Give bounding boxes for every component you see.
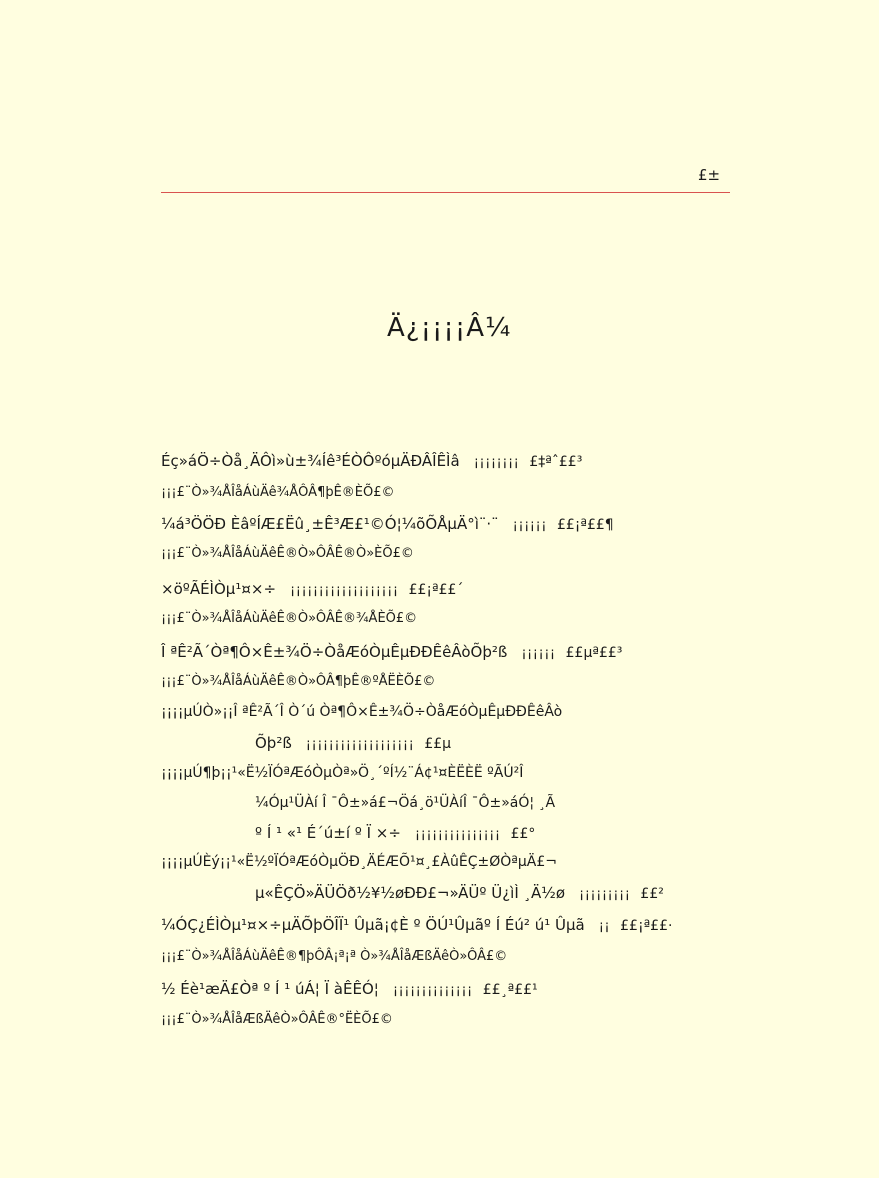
toc-leader-dots: ¡¡¡¡¡¡¡¡¡¡¡¡¡¡¡¡¡¡¡ bbox=[305, 737, 415, 752]
toc-page-ref: ££¡ª££· bbox=[620, 918, 673, 934]
toc-line-text: Õþ²ß bbox=[255, 734, 292, 752]
toc-title: Ä¿¡¡¡¡Â¼ bbox=[387, 313, 512, 343]
toc-line bbox=[161, 765, 523, 781]
page-number: £± bbox=[698, 166, 721, 184]
toc-line-text: ¡¡¡£¨Ò»¾ÅÎåÁùÄêÊ®¶þÔÂ¡ª¡ª Ò»¾ÅÎåÆßÄêÒ»ÔÂ£© bbox=[161, 949, 508, 964]
toc-line-text: º Í ¹ «¹ É´ú±í º Ï ×÷ bbox=[255, 824, 401, 842]
toc-line-text: ¡¡¡£¨Ò»¾ÅÎåÁùÄê¾ÅÔÂ¶þÊ®ÈÕ£© bbox=[161, 485, 395, 500]
toc-line bbox=[161, 643, 622, 661]
toc-line-text: ¡¡¡£¨Ò»¾ÅÎåÁùÄêÊ®Ò»ÔÂ¶þÊ®ºÅËÈÕ£© bbox=[161, 674, 436, 689]
toc-line-text: ¡¡¡£¨Ò»¾ÅÎåÆßÄêÒ»ÔÂÊ®°ËÈÕ£© bbox=[161, 1012, 393, 1027]
header-rule bbox=[161, 192, 730, 193]
toc-line bbox=[161, 515, 614, 533]
toc-page-ref: £‡ªˆ££³ bbox=[529, 454, 583, 470]
toc-line bbox=[161, 485, 395, 500]
toc-line bbox=[161, 704, 562, 720]
toc-line-text: ¡¡¡¡µÚ¶þ¡¡¹«Ë½ÏÓªÆóÒµÒª»Ö¸´ºÍ½¨Á¢¹¤ÈËÈË ºÃÚ²Î bbox=[161, 765, 524, 781]
toc-leader-dots: ¡¡¡¡¡¡ bbox=[512, 518, 547, 533]
toc-leader-dots: ¡¡ bbox=[598, 919, 611, 934]
toc-line-text: ×öºÃÉÌÒµ¹¤×÷ bbox=[161, 580, 277, 598]
toc-line bbox=[161, 949, 507, 964]
toc-page-ref: ££¡ª££´ bbox=[408, 582, 464, 598]
toc-line-text: µ«ÊÇÖ»ÄÜÖð½¥½øÐÐ£¬»ÄÜº Ü¿ìÌ ¸Ä½ø bbox=[255, 884, 565, 902]
toc-line bbox=[255, 884, 664, 902]
toc-line bbox=[255, 824, 535, 842]
toc-line bbox=[161, 580, 463, 598]
toc-leader-dots: ¡¡¡¡¡¡¡¡¡¡¡¡¡¡ bbox=[392, 983, 473, 998]
toc-leader-dots: ¡¡¡¡¡¡¡¡ bbox=[473, 455, 520, 470]
toc-line-text: Éç»áÖ÷Òå¸ÄÔì»ù±¾Íê³ÉÒÔºóµÄÐÂÎÊÌâ bbox=[161, 452, 460, 470]
toc-line-text: ¡¡¡£¨Ò»¾ÅÎåÁùÄêÊ®Ò»ÔÂÊ®Ò»ÈÕ£© bbox=[161, 546, 414, 561]
toc-line bbox=[255, 795, 555, 811]
toc-line-text: ¡¡¡¡µÚÈý¡¡¹«Ë½ºÏÓªÆóÒµÖÐ¸ÄÉÆÕ¹¤¸£ÀûÊÇ±ØÒªµÄ£¬ bbox=[161, 854, 557, 870]
toc-leader-dots: ¡¡¡¡¡¡ bbox=[521, 646, 556, 661]
toc-page-ref: ££µ bbox=[424, 736, 452, 752]
toc-page-ref: ££¡ª££¶ bbox=[556, 517, 614, 533]
toc-page-ref: ££µª££³ bbox=[565, 645, 623, 661]
toc-line bbox=[161, 916, 672, 934]
toc-line bbox=[161, 546, 414, 561]
toc-leader-dots: ¡¡¡¡¡¡¡¡¡¡¡¡¡¡¡¡¡¡¡ bbox=[290, 583, 399, 598]
toc-line bbox=[255, 734, 451, 752]
toc-line-text: Î ªÊ²Ã´Òª¶Ô×Ê±¾Ö÷ÒåÆóÒµÊµÐÐÊêÂòÕþ²ß bbox=[161, 643, 508, 661]
toc-line-text: ¡¡¡£¨Ò»¾ÅÎåÁùÄêÊ®Ò»ÔÂÊ®¾ÅÈÕ£© bbox=[161, 611, 418, 626]
toc-line bbox=[161, 854, 557, 870]
toc-line bbox=[161, 980, 538, 998]
toc-line-text: ¼Óµ¹ÜÀí Î ¯Ô±»á£¬Öá¸ö¹ÜÀíÎ ¯Ô±»áÓ¦ ¸Ã bbox=[255, 795, 556, 811]
toc-line-text: ¼á³ÖÖÐ ÈâºÍÆ£Ëû¸±Ê³Æ£¹©Ó¦¼õÕÅµÄ°ì¨·¨ bbox=[161, 515, 499, 533]
toc-leader-dots: ¡¡¡¡¡¡¡¡¡ bbox=[579, 887, 631, 902]
toc-line-text: ¼ÓÇ¿ÉÌÒµ¹¤×÷µÄÕþÖÎÏ¹ Ûµã¡¢È º ÖÚ¹Ûµãº Í Éú² ú¹ Ûµã bbox=[161, 916, 585, 934]
toc-line-text: ½ Éè¹æÄ£Òª º Í ¹ úÁ¦ Ï àÊÊÓ¦ bbox=[161, 980, 379, 998]
toc-page-ref: ££° bbox=[510, 826, 536, 842]
toc-line bbox=[161, 452, 582, 470]
toc-page-ref: ££² bbox=[640, 886, 664, 902]
toc-line bbox=[161, 1012, 393, 1027]
toc-leader-dots: ¡¡¡¡¡¡¡¡¡¡¡¡¡¡¡ bbox=[414, 827, 501, 842]
toc-line-text: ¡¡¡¡µÚÒ»¡¡Î ªÊ²Ã´Î Ò´ú Òª¶Ô×Ê±¾Ö÷ÒåÆóÒµÊµÐÐÊêÂò bbox=[161, 704, 563, 720]
toc-page-ref: ££¸ª££¹ bbox=[482, 982, 538, 998]
toc-line bbox=[161, 674, 435, 689]
toc-line bbox=[161, 611, 417, 626]
